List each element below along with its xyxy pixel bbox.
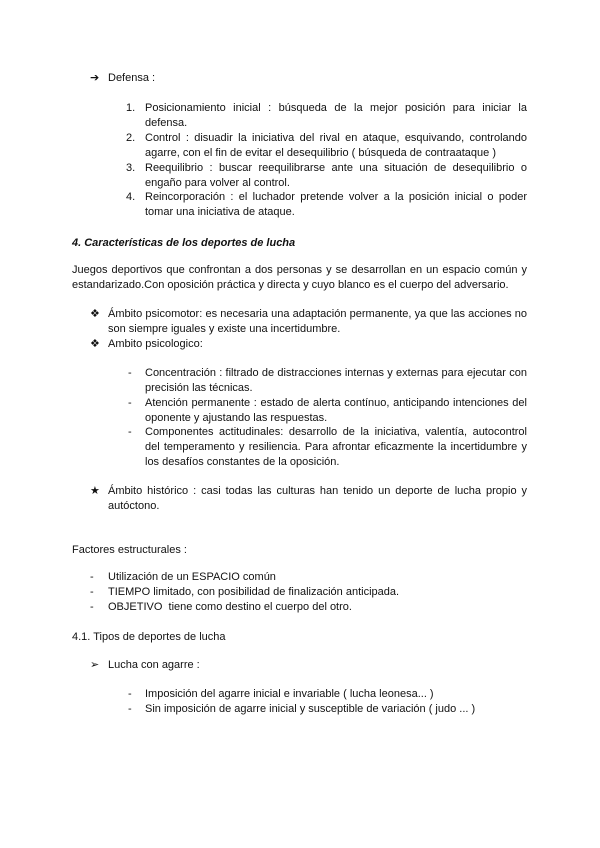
dash-bullet: - [128, 426, 132, 438]
dash-bullet: - [90, 601, 94, 613]
diamond-bullet-icon: ❖ [90, 308, 100, 320]
lucha-agarre-label: Lucha con agarre : [108, 659, 200, 671]
dash-bullet: - [128, 367, 132, 379]
agarre-item-text: Sin imposición de agarre inicial y susceptible de variación ( judo ... ) [145, 703, 476, 715]
defensa-item-text: Reincorporación : el luchador pretende volver a la posición inicial o poder tomar una iniciativa de ataque. [145, 191, 527, 218]
defensa-item-number: 2. [126, 132, 136, 144]
ambito-historico-text: Ámbito histórico : casi todas las culturas han tenido un deporte de lucha propio y autóctono. [108, 485, 527, 512]
dash-bullet: - [128, 397, 132, 409]
arrowhead-bullet-icon: ➢ [90, 659, 100, 671]
defensa-label: Defensa : [108, 72, 156, 84]
dash-bullet: - [90, 571, 94, 583]
defensa-item-number: 4. [126, 191, 136, 203]
ambito-psicologico-label: Ambito psicologico: [108, 338, 203, 350]
factor-item-text: OBJETIVO tiene como destino el cuerpo del otro. [108, 601, 352, 613]
dash-bullet: - [128, 703, 132, 715]
arrow-bullet-icon: ➔ [90, 72, 100, 84]
defensa-item-number: 3. [126, 162, 136, 174]
defensa-item-number: 1. [126, 102, 136, 114]
dash-bullet: - [128, 688, 132, 700]
defensa-item-text: Control : disuadir la iniciativa del rival en ataque, esquivando, controlando agarre, con el fin de evitar el desequilibrio ( búsqueda de contraataque ) [145, 132, 527, 159]
defensa-item-text: Posicionamiento inicial : búsqueda de la mejor posición para iniciar la defensa. [145, 102, 527, 129]
section-heading: 4. Características de los deportes de lucha [72, 237, 296, 249]
factores-heading: Factores estructurales : [72, 544, 187, 556]
ambito-psicomotor-text: Ámbito psicomotor: es necesaria una adaptación permanente, ya que las acciones no son siempre iguales y existe una incertidumbre. [108, 308, 527, 335]
subsection-heading: 4.1. Tipos de deportes de lucha [72, 631, 226, 643]
psicologico-item-text: Atención permanente : estado de alerta contínuo, anticipando intenciones del oponente y ajustando las respuestas. [145, 397, 527, 424]
star-bullet-icon: ★ [90, 485, 100, 497]
defensa-item-text: Reequilibrio : buscar reequilibrarse ante una situación de desequilibrio o engaño para volver al control. [145, 162, 527, 189]
psicologico-item-text: Concentración : filtrado de distracciones internas y externas para ejecutar con precisión las técnicas. [145, 367, 527, 394]
factor-item-text: Utilización de un ESPACIO común [108, 571, 276, 583]
psicologico-item-text: Componentes actitudinales: desarrollo de la iniciativa, valentía, autocontrol del temperamento y resiliencia. Para afrontar eficazmente la incertidumbre y los desafíos constantes de la oposición. [145, 426, 527, 468]
factor-item-text: TIEMPO limitado, con posibilidad de finalización anticipada. [108, 586, 400, 598]
agarre-item-text: Imposición del agarre inicial e invariable ( lucha leonesa... ) [145, 688, 434, 700]
diamond-bullet-icon: ❖ [90, 338, 100, 350]
intro-paragraph: Juegos deportivos que confrontan a dos personas y se desarrollan en un espacio común y estandarizado.Con oposición práctica y directa y cuyo blanco es el cuerpo del adversario. [72, 264, 527, 291]
dash-bullet: - [90, 586, 94, 598]
